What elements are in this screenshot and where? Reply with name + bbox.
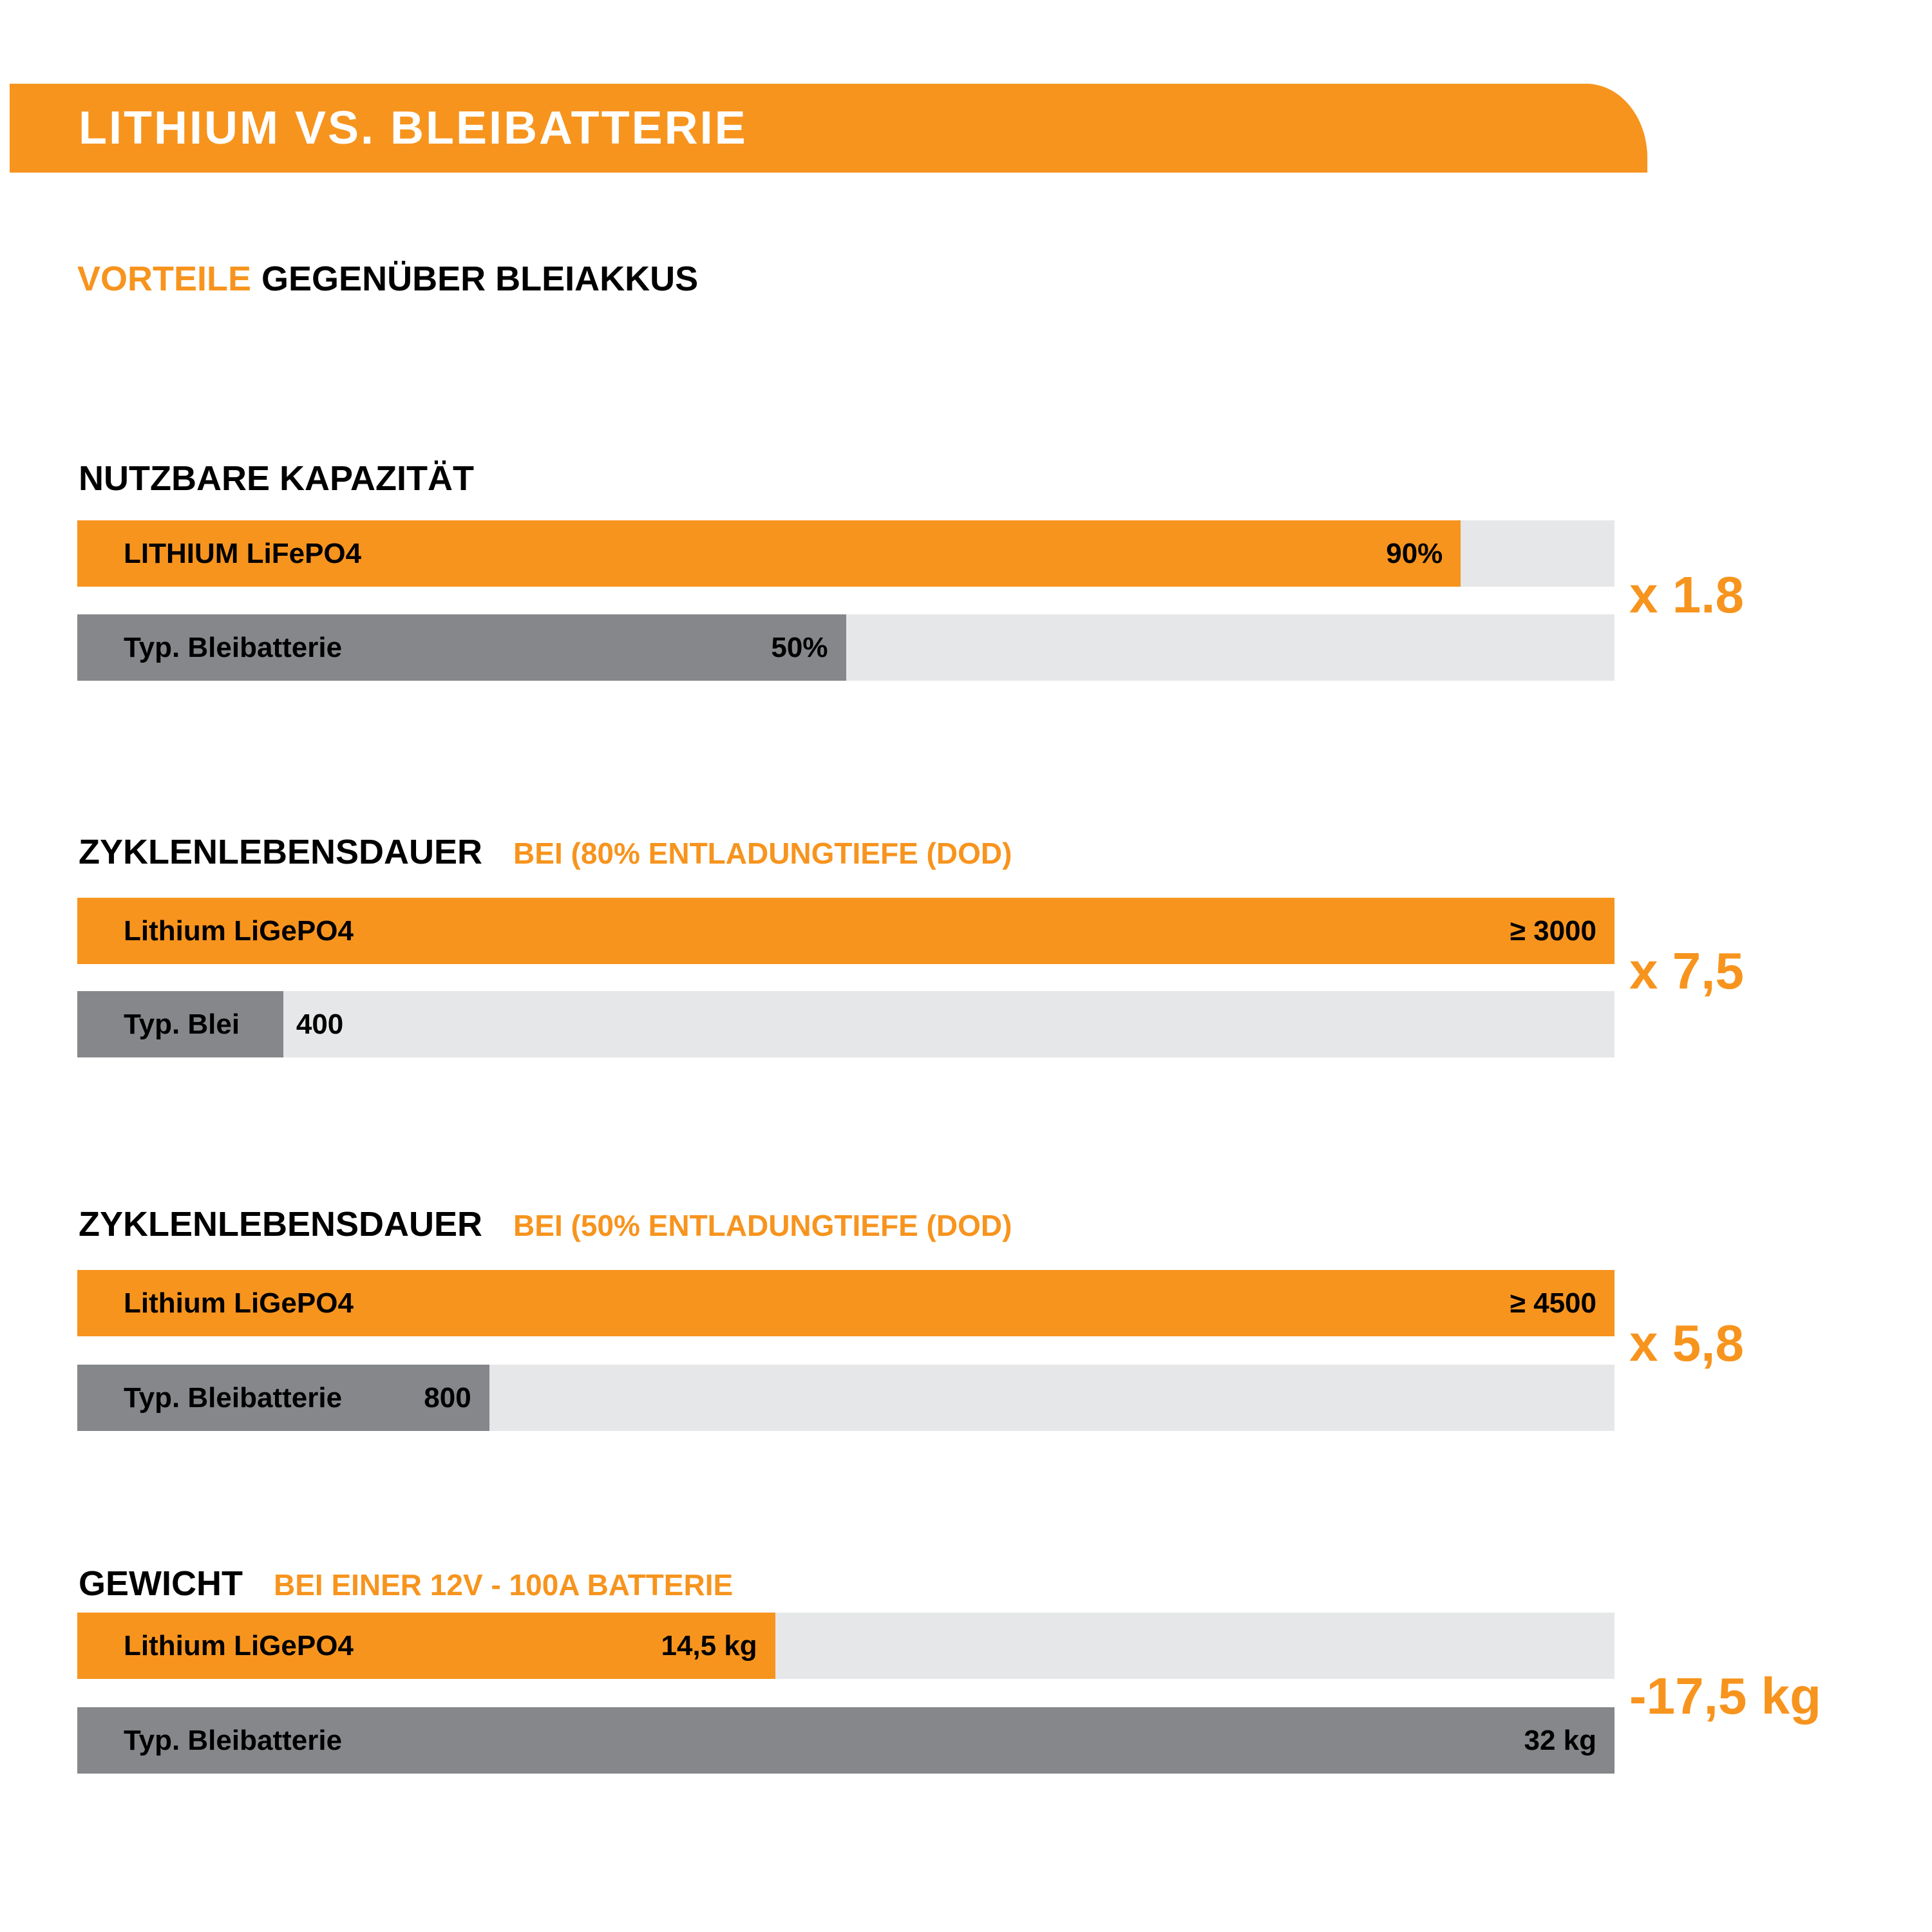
section-title-cycles-80 <box>79 832 1012 872</box>
page-subtitle <box>77 259 698 299</box>
bar-track <box>77 614 1615 681</box>
section-title-text: NUTZBARE KAPAZITÄT <box>79 459 474 498</box>
bar-value: ≥ 3000 <box>1510 914 1596 947</box>
bar-track <box>77 991 1615 1057</box>
bar-value: ≥ 4500 <box>1510 1287 1596 1319</box>
bar-value: 14,5 kg <box>661 1629 757 1662</box>
bar-value: 90% <box>1386 537 1443 569</box>
bar-track <box>77 520 1615 587</box>
bar-label: Lithium LiGePO4 <box>124 1629 354 1662</box>
bar-label: LITHIUM LiFePO4 <box>124 537 362 569</box>
section-title-weight <box>79 1564 733 1604</box>
bar-fill-lead <box>77 991 283 1057</box>
section-subtitle-text: BEI (50% ENTLADUNGTIEFE (DOD) <box>513 1209 1012 1242</box>
bar-fill-lithium <box>77 1613 775 1679</box>
section-subtitle-text: BEI EINER 12V - 100A BATTERIE <box>273 1568 734 1602</box>
bar-track <box>77 898 1615 964</box>
section-title-text: GEWICHT <box>79 1564 243 1603</box>
bar-label: Typ. Blei <box>124 1008 240 1040</box>
bar-fill-lead <box>77 1365 489 1431</box>
bar-value: 50% <box>771 631 828 663</box>
bar-label: Typ. Bleibatterie <box>124 631 343 663</box>
bar-value: 800 <box>424 1381 471 1414</box>
factor-annotation: x 7,5 <box>1629 942 1744 999</box>
section-title-capacity <box>79 459 505 498</box>
bar-fill-lead <box>77 1707 1615 1774</box>
bar-fill-lead <box>77 614 846 681</box>
factor-annotation: x 1.8 <box>1629 566 1744 623</box>
section-subtitle-text: BEI (80% ENTLADUNGTIEFE (DOD) <box>513 837 1012 870</box>
bar-value: 32 kg <box>1524 1724 1596 1756</box>
page-title: LITHIUM VS. BLEIBATTERIE <box>79 102 748 154</box>
bar-label: Lithium LiGePO4 <box>124 914 354 947</box>
bar-track <box>77 1365 1615 1431</box>
bar-fill-lithium <box>77 520 1461 587</box>
factor-annotation: -17,5 kg <box>1629 1667 1821 1725</box>
header-banner <box>10 84 1647 173</box>
bar-value-outside: 400 <box>296 1008 344 1040</box>
bar-label: Typ. Bleibatterie <box>124 1724 343 1756</box>
factor-annotation: x 5,8 <box>1629 1314 1744 1372</box>
section-title-cycles-50 <box>79 1204 1012 1244</box>
bar-track <box>77 1707 1615 1774</box>
bar-fill-lithium <box>77 1270 1615 1336</box>
subtitle-highlight: VORTEILE <box>77 260 252 298</box>
bar-track <box>77 1270 1615 1336</box>
bar-label: Lithium LiGePO4 <box>124 1287 354 1319</box>
bar-fill-lithium <box>77 898 1615 964</box>
bar-track <box>77 1613 1615 1679</box>
bar-label: Typ. Bleibatterie <box>124 1381 343 1414</box>
section-title-text: ZYKLENLEBENSDAUER <box>79 833 483 871</box>
subtitle-rest: GEGENÜBER BLEIAKKUS <box>261 260 699 298</box>
section-title-text: ZYKLENLEBENSDAUER <box>79 1205 483 1244</box>
